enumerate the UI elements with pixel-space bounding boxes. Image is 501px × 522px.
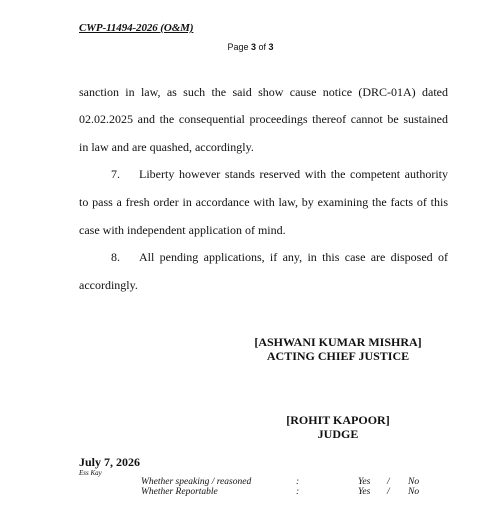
judge-signature (258, 413, 418, 441)
page-of: of (256, 42, 269, 52)
reportable-yes: Yes (358, 487, 371, 497)
chief-justice-signature (238, 335, 438, 363)
speaking-label: Whether speaking / reasoned (141, 477, 252, 487)
paragraph-7-line-2: to pass a fresh order in accordance with law, by examining the facts of this (79, 195, 448, 209)
paragraph-7-text: Liberty however stands reserved with the competent authority (139, 167, 448, 181)
speaking-slash: / (387, 477, 390, 487)
page-prefix: Page (227, 42, 251, 52)
body-line-2: 02.02.2025 and the consequential proceedings thereof cannot be sustained (79, 112, 448, 126)
chief-justice-name: [ASHWANI KUMAR MISHRA] (254, 335, 422, 349)
page-total: 3 (268, 42, 274, 52)
paragraph-8-number: 8. (111, 250, 120, 264)
page-number (0, 42, 501, 52)
page-current: 3 (250, 42, 256, 52)
speaking-no: No (408, 477, 420, 487)
reportable-no: No (408, 487, 420, 497)
body-line-3: in law and are quashed, accordingly. (79, 140, 254, 154)
paragraph-7-number: 7. (111, 167, 120, 181)
body-line-1: sanction in law, as such the said show cause notice (DRC-01A) dated (79, 85, 448, 99)
judge-title: JUDGE (317, 427, 359, 441)
paragraph-8-text: All pending applications, if any, in this case are disposed of (139, 250, 448, 264)
reportable-colon: : (296, 487, 300, 497)
paragraph-7-first-line (79, 161, 448, 189)
case-number: CWP-11494-2026 (O&M) (79, 22, 194, 34)
speaking-yes: Yes (358, 477, 371, 487)
paragraph-8-line-2: accordingly. (79, 278, 138, 292)
paragraph-8-first-line (79, 244, 448, 272)
reportable-slash: / (387, 487, 390, 497)
judgment-date: July 7, 2026 (79, 455, 141, 469)
paragraph-7-line-3: case with independent application of mind. (79, 223, 286, 237)
speaking-colon: : (296, 477, 300, 487)
chief-justice-title: ACTING CHIEF JUSTICE (266, 349, 410, 363)
typist-initials: Ess Kay (79, 469, 102, 477)
judge-name: [ROHIT KAPOOR] (286, 413, 390, 427)
reportable-label: Whether Reportable (141, 487, 218, 497)
